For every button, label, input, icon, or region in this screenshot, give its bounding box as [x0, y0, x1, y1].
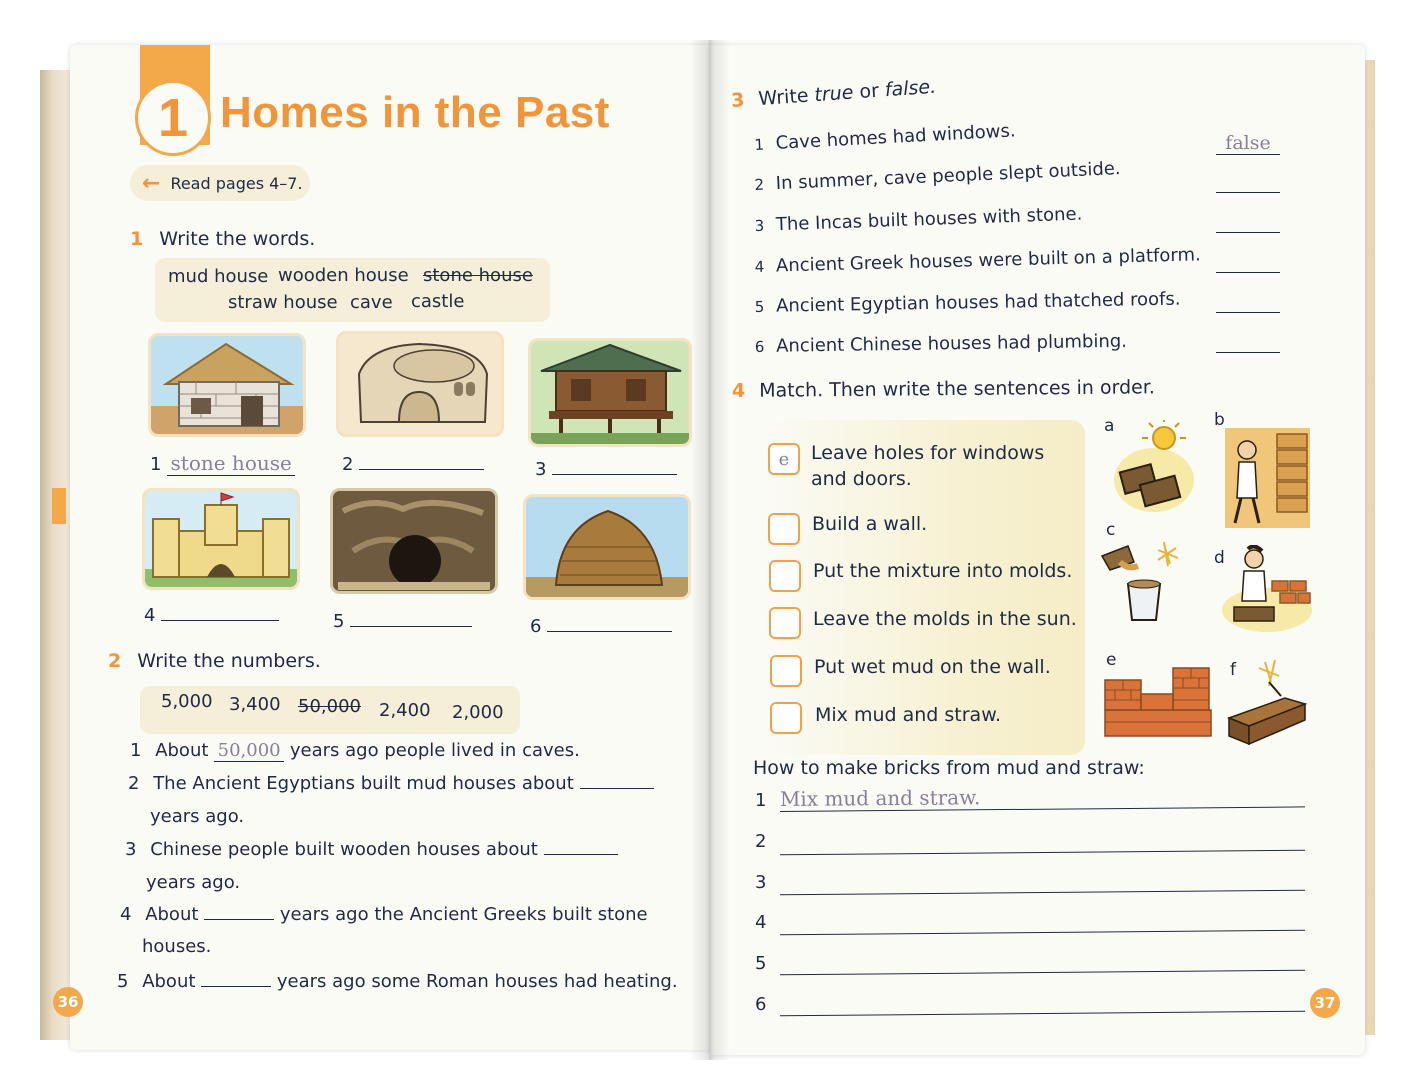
step-2: Build a wall.	[812, 513, 928, 535]
step-1	[811, 440, 1044, 492]
word: castle	[411, 291, 465, 312]
answer-blank[interactable]	[1216, 272, 1280, 273]
wall-with-holes-picture	[1103, 660, 1213, 738]
picture-letter-f: f	[1230, 660, 1236, 680]
item-number: 6	[530, 616, 542, 637]
word: cave	[350, 292, 393, 313]
castle-picture	[142, 488, 300, 590]
item-number: 5	[754, 297, 765, 317]
ex1-item-1	[150, 451, 295, 476]
sentence-text: About	[145, 904, 199, 925]
ex2-sentence-1	[130, 740, 580, 762]
answer-blank[interactable]	[1216, 352, 1280, 353]
step-4: Leave the molds in the sun.	[813, 608, 1077, 630]
picture-letter-b: b	[1214, 410, 1225, 430]
ex3-heading-false: false.	[884, 75, 937, 102]
order-number-6: 6	[755, 994, 767, 1015]
answer-stone-house[interactable]: stone house	[167, 451, 295, 476]
ex2-heading-text: Write the numbers.	[137, 650, 321, 672]
answer-blank[interactable]	[552, 456, 677, 475]
item-number: 3	[125, 839, 137, 860]
order-answer-1[interactable]: Mix mud and straw.	[780, 782, 1305, 812]
number-option: 2,400	[379, 700, 431, 721]
word-crossed: stone house	[423, 265, 533, 286]
number-option: 5,000	[161, 691, 213, 712]
answer-blank[interactable]	[544, 838, 618, 855]
mud-on-wall-picture	[1215, 428, 1310, 528]
picture-letter-a: a	[1104, 416, 1115, 436]
item-number: 5	[117, 971, 129, 992]
step-text: Leave holes for windows	[811, 442, 1045, 464]
item-number: 6	[754, 337, 765, 357]
ex3-heading-true: true	[813, 81, 855, 107]
ex4-subheading: How to make bricks from mud and straw:	[753, 757, 1145, 779]
mud-house-picture	[336, 331, 504, 437]
number-box	[140, 686, 520, 734]
sentence-text: About	[155, 740, 209, 761]
item-number: 4	[120, 904, 132, 925]
ex2-sentence-5	[117, 970, 678, 992]
mud-and-straw-picture	[1225, 658, 1310, 750]
sentence-text: years ago some Roman houses had heating.	[276, 971, 678, 992]
item-number: 1	[150, 454, 162, 475]
number-option: 3,400	[229, 694, 281, 715]
answer-blank[interactable]	[547, 613, 672, 632]
ex1-item-3	[535, 456, 677, 480]
match-box-5[interactable]	[770, 655, 802, 687]
chapter-number: 1	[135, 80, 211, 156]
item-number: 3	[535, 459, 547, 480]
ex1-item-2	[342, 451, 484, 475]
ex3-heading-or: or	[852, 79, 886, 104]
answer-blank[interactable]	[350, 608, 472, 627]
ex2-sentence-3	[125, 838, 618, 860]
item-number: 1	[754, 135, 765, 155]
step-text: and doors.	[811, 468, 912, 490]
ex2-heading	[108, 650, 321, 672]
read-pages-text: Read pages 4–7.	[170, 173, 303, 193]
ex2-sentence-4-cont: houses.	[142, 936, 212, 957]
item-number: 2	[754, 175, 765, 195]
sentence-text: years ago the Ancient Greeks built stone	[279, 904, 648, 925]
match-box-1[interactable]: e	[768, 443, 800, 475]
picture-letter-e: e	[1106, 650, 1117, 670]
molds-picture	[1212, 545, 1312, 635]
order-number-4: 4	[755, 912, 767, 933]
statement-text: Ancient Greek houses were built on a platform.	[775, 244, 1201, 277]
answer-blank[interactable]	[1216, 232, 1280, 233]
number-option: 2,000	[452, 702, 504, 723]
statement-text: Ancient Egyptian houses had thatched roofs.	[775, 288, 1181, 317]
straw-house-picture	[523, 494, 691, 600]
ex2-sentence-4	[120, 903, 648, 925]
item-number: 3	[754, 216, 765, 236]
page-number-right: 37	[1310, 988, 1340, 1018]
order-number-1: 1	[755, 790, 767, 811]
ex2-sentence-2	[128, 772, 654, 794]
ex4-heading-text: Match. Then write the sentences in order.	[759, 376, 1155, 402]
picture-letter-c: c	[1106, 520, 1116, 540]
word: mud house	[168, 266, 269, 287]
ex1-item-6	[530, 613, 672, 637]
match-box-2[interactable]	[768, 513, 800, 545]
answer-blank[interactable]	[580, 772, 654, 789]
stone-house-picture	[148, 333, 306, 437]
order-number-2: 2	[755, 831, 767, 852]
page-edge-left	[40, 70, 72, 1040]
answer-blank[interactable]	[204, 903, 274, 920]
ex3-heading-text: Write	[757, 84, 816, 111]
ex1-heading-text: Write the words.	[159, 228, 316, 250]
match-box-4[interactable]	[769, 607, 801, 639]
statement-text: Cave homes had windows.	[775, 120, 1017, 154]
match-box-6[interactable]	[770, 702, 802, 734]
ex2-sentence-2-cont: years ago.	[150, 806, 245, 827]
order-number-3: 3	[755, 872, 767, 893]
item-number: 2	[128, 773, 140, 794]
word-box	[155, 258, 550, 322]
ex1-item-4	[144, 602, 279, 626]
ex1-item-5	[333, 608, 472, 632]
item-number: 2	[342, 454, 354, 475]
cave-picture	[330, 488, 498, 594]
ex4-heading	[732, 376, 1155, 402]
statement-text: Ancient Chinese houses had plumbing.	[775, 330, 1128, 357]
item-number: 1	[130, 740, 142, 761]
step-5: Put wet mud on the wall.	[814, 656, 1051, 678]
sentence-text: Chinese people built wooden houses about	[150, 839, 538, 860]
answer-blank[interactable]	[201, 970, 271, 987]
answer-false[interactable]: false	[1216, 132, 1280, 155]
sentence-text: years ago people lived in caves.	[289, 740, 580, 761]
sentence-text: About	[142, 971, 196, 992]
ex1-number: 1	[130, 228, 144, 250]
ex2-number: 2	[108, 650, 122, 672]
page-number-left: 36	[53, 987, 83, 1017]
sentence-text: The Ancient Egyptians built mud houses about	[153, 773, 574, 794]
ex4-number: 4	[731, 379, 746, 402]
step-3: Put the mixture into molds.	[813, 560, 1073, 582]
book-spine	[690, 40, 730, 1060]
item-number: 4	[144, 605, 156, 626]
step-6: Mix mud and straw.	[815, 704, 1002, 726]
wooden-house-picture	[528, 338, 692, 447]
word: wooden house	[278, 265, 409, 286]
statement-text: The Incas built houses with stone.	[775, 203, 1083, 236]
ex3-number: 3	[730, 89, 746, 112]
answer-50000[interactable]: 50,000	[214, 740, 284, 762]
arrow-left-icon: ←	[142, 170, 161, 196]
answer-blank[interactable]	[161, 602, 279, 621]
statement-text: In summer, cave people slept outside.	[775, 158, 1121, 195]
page-title: Homes in the Past	[220, 88, 610, 137]
answer-blank[interactable]	[1216, 192, 1280, 193]
read-pages-pill	[130, 165, 310, 201]
word: straw house	[228, 292, 338, 313]
answer-blank[interactable]	[359, 451, 484, 470]
match-box-3[interactable]	[769, 560, 801, 592]
orange-side-tab	[52, 488, 66, 524]
bricks-drying-picture	[1112, 420, 1197, 515]
item-number: 4	[754, 257, 765, 277]
mixing-picture	[1098, 540, 1188, 625]
order-number-5: 5	[755, 953, 767, 974]
picture-letter-d: d	[1214, 548, 1225, 568]
answer-blank[interactable]	[1216, 312, 1280, 313]
ex1-heading	[130, 228, 315, 250]
item-number: 5	[333, 611, 345, 632]
ex2-sentence-3-cont: years ago.	[146, 872, 241, 893]
number-option-crossed: 50,000	[298, 696, 361, 717]
